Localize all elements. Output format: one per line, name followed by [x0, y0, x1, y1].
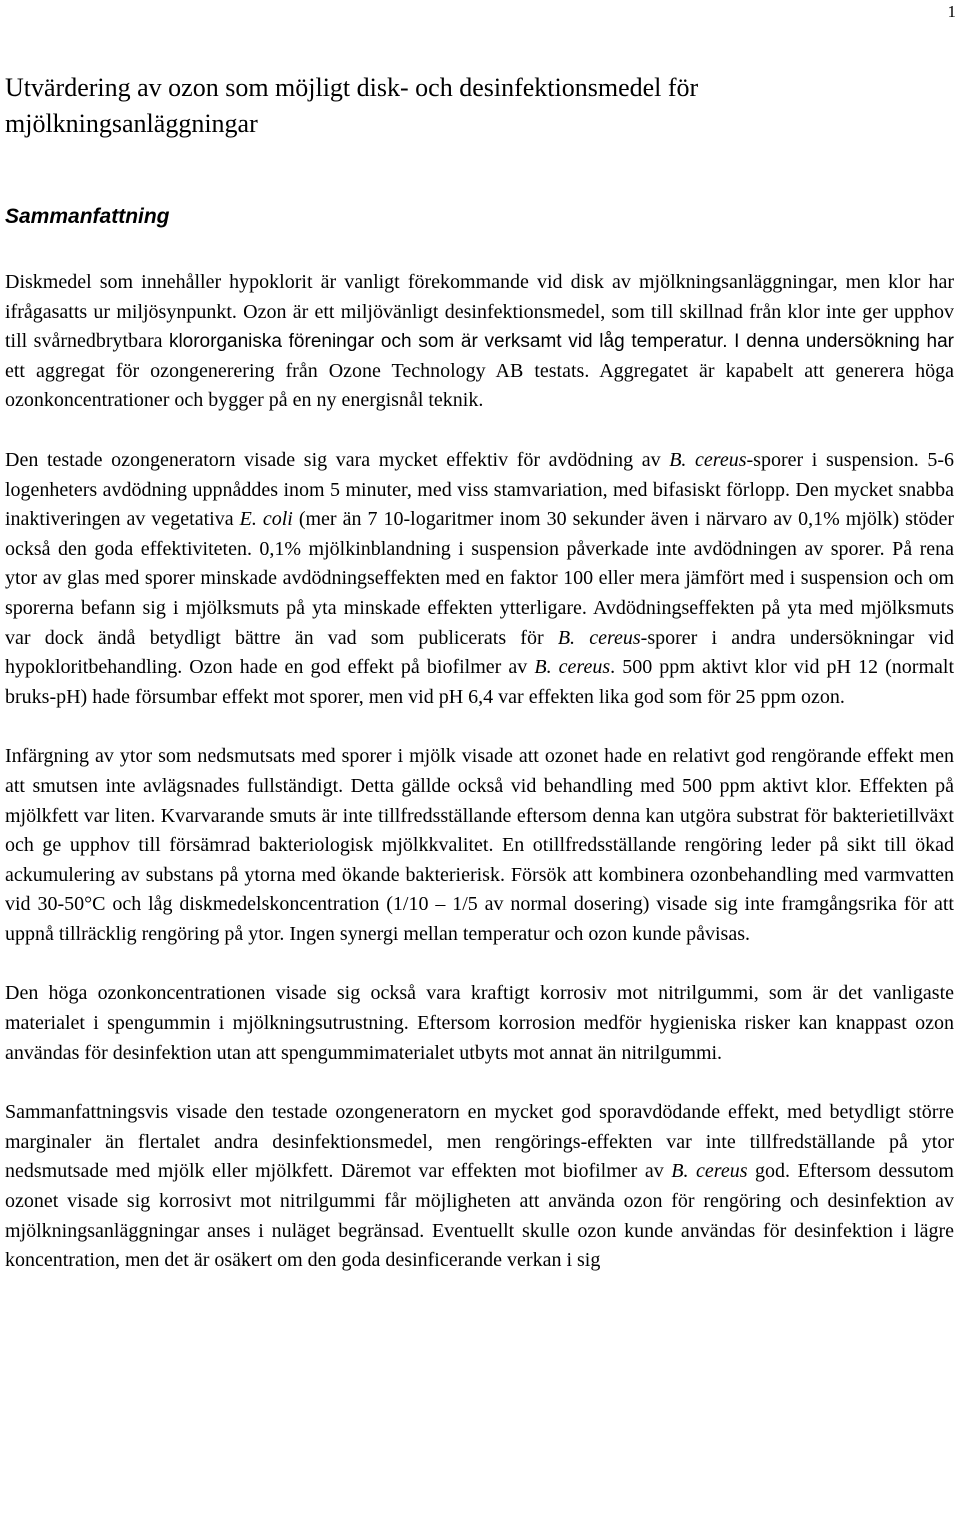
body-text	[5, 268, 954, 1306]
p3-text: Infärgning av ytor som nedsmutsats med sporer i mjölk visade att ozonet hade en relativt god rengörande effekt men att smutsen inte avlägsnades fullständigt. Detta gällde också vid behandling med 500 ppm aktivt klor. Effekten på mjölkfett var liten. Kvarvarande smuts är inte tillfredsställande eftersom denna kan utgöra substrat för bakterietillväxt och ge upphov till försämrad bakteriologisk mjölkkvalitet. En otillfredsställande rengöring leder på sikt till ökad ackumulering av substans på ytorna med ökande bakterierisk. Försök att kombinera ozonbehandling med varmvatten vid 30-50°C och låg diskmedelskoncentration (1/10 – 1/5 av normal dosering) visade sig inte framgångsrika för att uppnå tillräcklig rengöring på ytor. Ingen synergi mellan temperatur och ozon kunde påvisas.	[5, 745, 954, 945]
paragraph-3	[5, 742, 954, 949]
p2-text-a: Den testade ozongeneratorn visade sig vara mycket effektiv för avdödning av	[5, 448, 670, 471]
p2-species-d: B. cereus	[534, 656, 611, 679]
document-title: Utvärdering av ozon som möjligt disk- och desinfektionsmedel för mjölkningsanläggningar	[5, 73, 699, 138]
p1-text-b: Ozon är ett miljövänligt desinfektionsmedel, som till skillnad från klor inte ger upphov till svårnedbrytbara	[5, 300, 954, 353]
p1-text-d: ett aggregat för ozongenerering från Ozone Technology AB testats.	[5, 359, 600, 382]
p5-text-a: Sammanfattningsvis visade den testade ozongeneratorn en mycket god sporavdödande effekt, med betydligt större marginaler än flertalet andra desinfektionsmedel, men rengörings-effekten var inte tillfredställande på ytor nedsmutsade med mjölk eller mjölkfett. Däremot var effekten mot biofilmer av	[5, 1101, 954, 1183]
p5-species: B. cereus	[671, 1160, 748, 1183]
p1-text-c: klororganiska föreningar och som är verksamt vid låg temperatur. I denna undersökning har	[168, 331, 954, 353]
p4-text: Den höga ozonkoncentrationen visade sig också vara kraftigt korrosiv mot nitrilgummi, som är det vanligaste materialet i spengummin i mjölkningsutrustning. Eftersom korrosion medför hygieniska risker kan knappast ozon användas för desinfektion utan att spengummimaterialet utbyts mot annat än nitrilgummi.	[5, 982, 954, 1064]
p2-species-a: B. cereus	[669, 448, 747, 471]
p2-text-c: -sporer i suspension. 5-6 logenheters avdödning uppnåddes inom 5 minuter, med viss stamvariation, med bifasiskt förlopp. Den mycket snabba inaktiveringen av vegetativa	[5, 448, 955, 531]
page-number: 1	[947, 2, 956, 21]
p2-species-b: E. coli	[239, 508, 293, 531]
p2-text-i: . 500 ppm aktivt klor vid pH 12 (normalt bruks-pH) hade försumbar effekt mot sporer, men vid pH 6,4 var effekten lika god som för 25 ppm ozon.	[5, 656, 955, 708]
paragraph-4	[5, 979, 954, 1068]
p1-text-e: Aggregatet är kapabelt att generera höga ozonkoncentrationer och bygger på en ny energisnål teknik.	[5, 359, 954, 412]
paragraph-2	[5, 446, 954, 712]
p2-text-e: (mer än 7 10-logaritmer inom 30 sekunder även i närvaro av 0,1% mjölk) stöder också den goda effektiviteten. 0,1% mjölkinblandning i suspension påverkade inte avdödningen av sporer. På rena ytor av glas med sporer minskade avdödningseffekten med en faktor 100 eller mera jämfört med i suspension och om sporerna befann sig i mjölksmuts på yta minskade effekten ytterligare. Avdödningseffekten på yta med mjölksmuts var dock ändå betydligt bättre än vad som publicerats för	[5, 508, 954, 649]
p2-text-g: -sporer i andra undersökningar vid hypokloritbehandling. Ozon hade en god effekt på biofilmer av	[5, 626, 954, 679]
p1-text-a: Diskmedel som innehåller hypoklorit är vanligt förekommande vid disk av mjölkningsanläggningar, men klor har ifrågasatts ur miljösynpunkt.	[5, 271, 954, 323]
paragraph-1	[5, 268, 954, 416]
section-heading: Sammanfattning	[5, 205, 170, 228]
p5-text-c: god. Eftersom dessutom ozonet visade sig korrosivt mot nitrilgummi får möjligheten att använda ozon för rengöring och desinfektion av mjölkningsanläggningar anses i nuläget begränsad. Eventuellt skulle ozon kunde användas för desinfektion i lägre koncentration, men det är osäkert om den goda desinficerande verkan i sig	[5, 1160, 954, 1272]
p2-species-c: B. cereus	[557, 626, 641, 649]
paragraph-5	[5, 1098, 954, 1276]
